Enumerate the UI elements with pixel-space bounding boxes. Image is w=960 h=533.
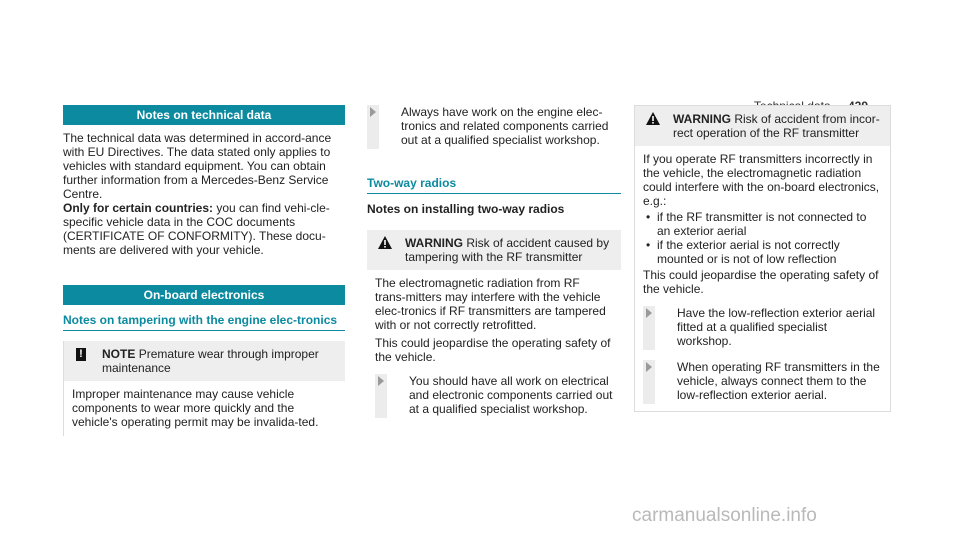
step-text: You should have all work on electrical and electronic components carried out at a qualified specialist workshop. [409,374,613,416]
instruction-step [643,354,882,404]
note-label: NOTE [102,347,136,361]
exclamation-icon: ! [76,348,86,361]
warning-label: WARNING [405,236,463,250]
note-title: Premature wear through improper maintenance [102,347,319,375]
certain-countries-paragraph [63,201,345,257]
note-body: Improper maintenance may cause vehicle components to wear more quickly and the vehicle's operating permit may be invalida-ted. [72,387,319,429]
list-item: • if the RF transmitter is not connected to an exterior aerial [643,210,882,238]
warning-title: Risk of accident from incor-rect operation of the RF transmitter [673,112,880,140]
subheading-tampering: Notes on tampering with the engine elec-tronics [63,313,345,331]
warning-header [635,106,890,146]
warning-box [634,105,891,412]
warning-paragraph: This could jeopardise the operating safety of the vehicle. [643,268,879,296]
instruction-step [375,368,613,418]
certain-countries-text: you can find vehi-cle-specific vehicle data in the COC documents (CERTIFICATE OF CONFORMITY). These docu-ments are delivered with your vehicle. [63,201,330,257]
instruction-step [367,105,621,149]
warning-header [367,230,621,270]
warning-box [367,230,621,425]
heading-onboard-electronics: On-board electronics [63,285,345,305]
column-3 [634,105,891,412]
warning-paragraph: If you operate RF transmitters incorrectly in the vehicle, the electromagnetic radiation could interfere with the on-board electronics, e.g.: [643,152,880,208]
note-header [64,341,345,381]
arrow-right-icon [643,360,655,404]
warning-list [643,210,882,266]
warning-triangle-icon [378,236,392,249]
column-1 [63,105,345,436]
step-text: Have the low-reflection exterior aerial fitted at a qualified specialist workshop. [677,306,876,348]
warning-body [635,146,890,411]
heading-technical-data: Notes on technical data [63,105,345,125]
warning-title: Risk of accident caused by tampering with the RF transmitter [405,236,610,264]
column-2 [367,105,621,425]
watermark: carmanualsonline.info [632,505,817,526]
instruction-step [643,300,882,350]
certain-countries-label: Only for certain countries: [63,201,214,215]
warning-label: WARNING [673,112,731,126]
heading-two-way-radios: Two-way radios [367,176,621,194]
step-text: Always have work on the engine elec-tronics and related components carried out at a qualified specialist workshop. [401,105,609,147]
warning-paragraph: The electromagnetic radiation from RF trans-mitters may interfere with the vehicle elec-tronics if RF transmitters are tampered with or not correctly retrofitted. [375,276,606,332]
arrow-right-icon [367,105,379,149]
note-box [63,341,345,436]
warning-body [367,270,621,425]
step-text: When operating RF transmitters in the vehicle, always connect them to the low-reflection exterior aerial. [677,360,880,402]
warning-paragraph: This could jeopardise the operating safety of the vehicle. [375,336,611,364]
technical-data-paragraph: The technical data was determined in accord-ance with EU Directives. The data stated only applies to vehicles with standard equipment. You can obtain further information from a Mercedes-Benz Service Centre. [63,131,332,201]
arrow-right-icon [643,306,655,350]
list-item: • if the exterior aerial is not correctly mounted or is not of low reflection [643,238,882,266]
subheading-installing-radios: Notes on installing two-way radios [367,202,565,216]
arrow-right-icon [375,374,387,418]
warning-triangle-icon [646,112,660,125]
